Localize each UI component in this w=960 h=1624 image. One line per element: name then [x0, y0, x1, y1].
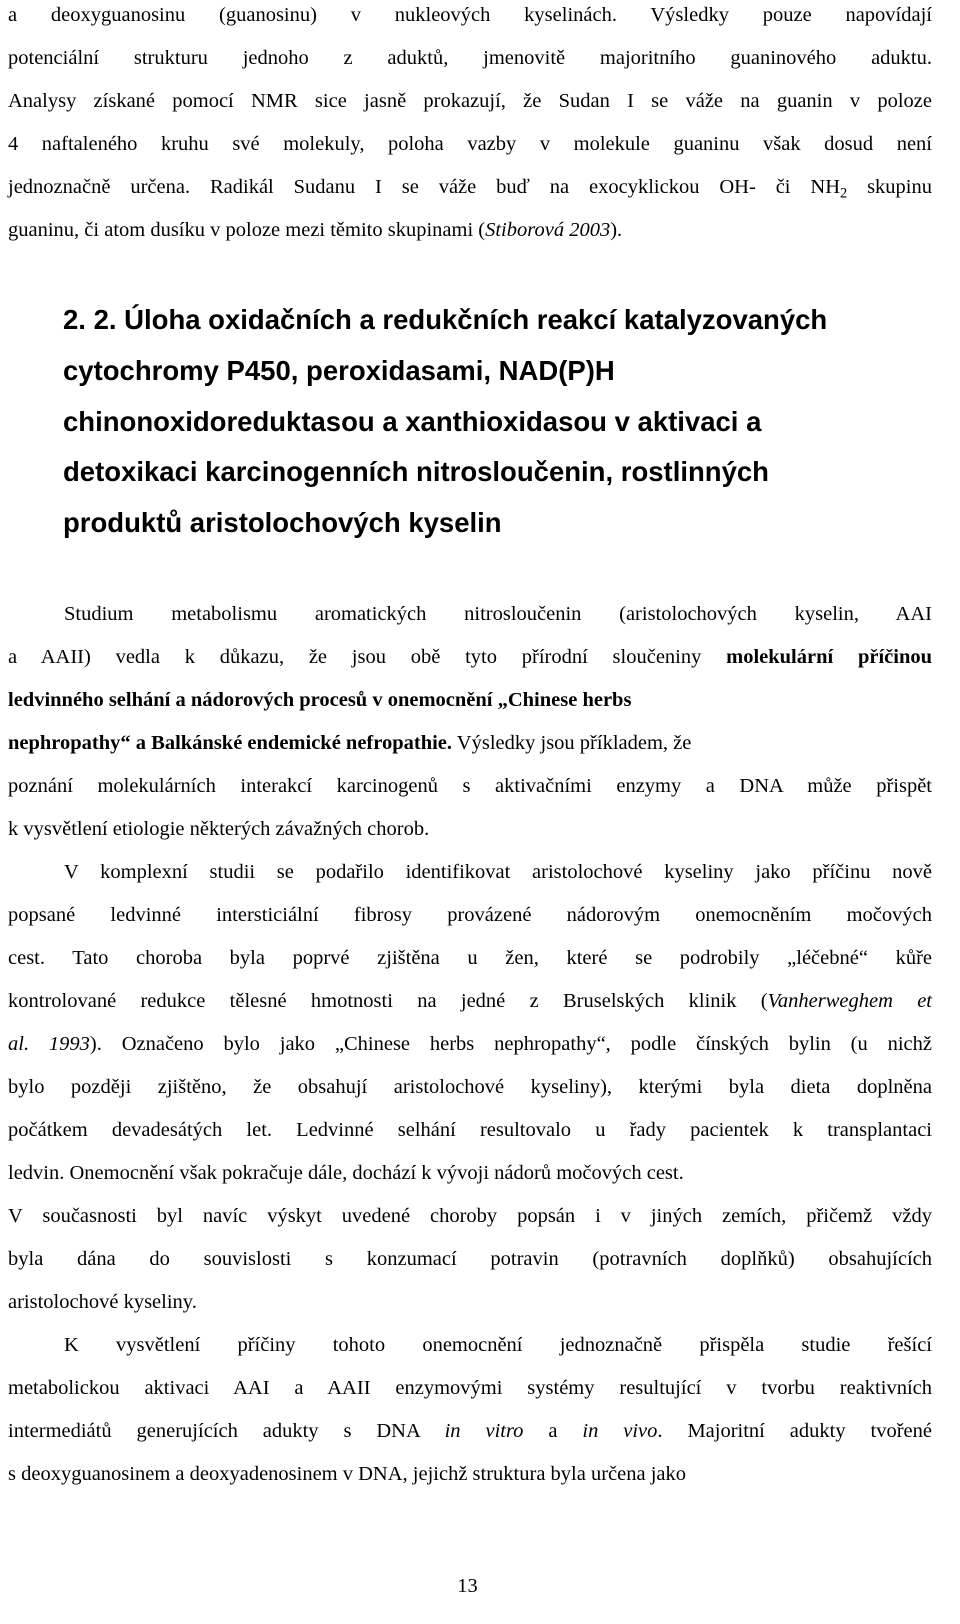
text-line: Studium metabolismu aromatických nitrosloučenin (aristolochových kyselin, AAI: [64, 603, 932, 625]
text-line: potenciální strukturu jednoho z aduktů, jmenovitě majoritního guaninového aduktu.: [8, 47, 932, 69]
text-line: a deoxyguanosinu (guanosinu) v nukleových kyselinách. Výsledky pouze napovídají: [8, 4, 932, 26]
section-heading-line: 2. 2. Úloha oxidačních a redukčních reakcí katalyzovaných: [63, 304, 828, 335]
text-line: bylo později zjištěno, že obsahují aristolochové kyseliny), kterými byla dieta doplněna: [8, 1076, 932, 1098]
subscript: 2: [840, 185, 848, 202]
text-line: k vysvětlení etiologie některých závažných chorob.: [8, 818, 430, 840]
bold-text: molekulární příčinou: [726, 646, 932, 668]
text-line: [8, 687, 932, 713]
text-line: guaninu, či atom dusíku v poloze mezi těmito skupinami (Stiborová 2003).: [8, 219, 623, 241]
text-line: byla dána do souvislosti s konzumací potravin (potravních doplňků) obsahujících: [8, 1248, 932, 1270]
section-heading-line: produktů aristolochových kyselin: [63, 507, 502, 538]
bold-text: nephropathy“ a Balkánské endemické nefropathie.: [8, 732, 453, 754]
text-line: a AAII) vedla k důkazu, že jsou obě tyto přírodní sloučeniny molekulární příčinou: [8, 646, 932, 668]
text-line: popsané ledvinné intersticiální fibrosy provázené nádorovým onemocněním močových: [8, 904, 932, 926]
text-line: cest. Tato choroba byla poprvé zjištěna u žen, které se podrobily „léčebné“ kůře: [8, 947, 932, 969]
section-heading-line: chinonoxidoreduktasou a xanthioxidasou v aktivaci a: [63, 406, 762, 437]
text-line: kontrolované redukce tělesné hmotnosti na jedné z Bruselských klinik (Vanherweghem et: [8, 990, 932, 1012]
text-line: s deoxyguanosinem a deoxyadenosinem v DNA, jejichž struktura byla určena jako: [8, 1463, 687, 1485]
text-line: V současnosti byl navíc výskyt uvedené choroby popsán i v jiných zemích, přičemž vždy: [8, 1205, 932, 1227]
italic-text: in vitro: [444, 1420, 524, 1442]
text-line: jednoznačně určena. Radikál Sudanu I se váže buď na exocyklickou OH- či $NH_2$ skupinu: [8, 176, 932, 202]
text-line: poznání molekulárních interakcí karcinogenů s aktivačními enzymy a DNA může přispět: [8, 775, 932, 797]
text-line: K vysvětlení příčiny tohoto onemocnění jednoznačně přispěla studie řešící: [64, 1334, 932, 1356]
italic-text: in vivo: [582, 1420, 658, 1442]
text-line: počátkem devadesátých let. Ledvinné selhání resultovalo u řady pacientek k transplantaci: [8, 1119, 932, 1141]
text-line: intermediátů generujících adukty s DNA in vitro a in vivo. Majoritní adukty tvořené: [8, 1420, 932, 1442]
page-number: 13: [457, 1575, 478, 1597]
text-line: aristolochové kyseliny.: [8, 1291, 197, 1313]
text-line: ledvin. Onemocnění však pokračuje dále, dochází k vývoji nádorů močových cest.: [8, 1162, 684, 1184]
section-heading-line: detoxikaci karcinogenních nitrosloučenin, rostlinných: [63, 456, 769, 487]
citation: al. 1993: [8, 1033, 90, 1055]
citation: Stiborová 2003: [485, 219, 611, 241]
bold-text: ledvinného selhání a nádorových procesů v onemocnění „Chinese herbs: [8, 689, 632, 711]
text-line: Analysy získané pomocí NMR sice jasně prokazují, že Sudan I se váže na guanin v poloze: [8, 90, 932, 112]
text-line: al. 1993). Označeno bylo jako „Chinese herbs nephropathy“, podle čínských bylin (u nichž: [8, 1033, 932, 1055]
section-heading-line: cytochromy P450, peroxidasami, NAD(P)H: [63, 355, 615, 386]
text-line: nephropathy“ a Balkánské endemické nefropathie. Výsledky jsou příkladem, že: [8, 732, 692, 754]
citation: Vanherweghem et: [767, 990, 932, 1012]
text-line: V komplexní studii se podařilo identifikovat aristolochové kyseliny jako příčinu nově: [64, 861, 932, 883]
text-line: metabolickou aktivaci AAI a AAII enzymovými systémy resultující v tvorbu reaktivních: [8, 1377, 932, 1399]
text-line: 4 naftaleného kruhu své molekuly, poloha vazby v molekule guaninu však dosud není: [8, 133, 932, 155]
